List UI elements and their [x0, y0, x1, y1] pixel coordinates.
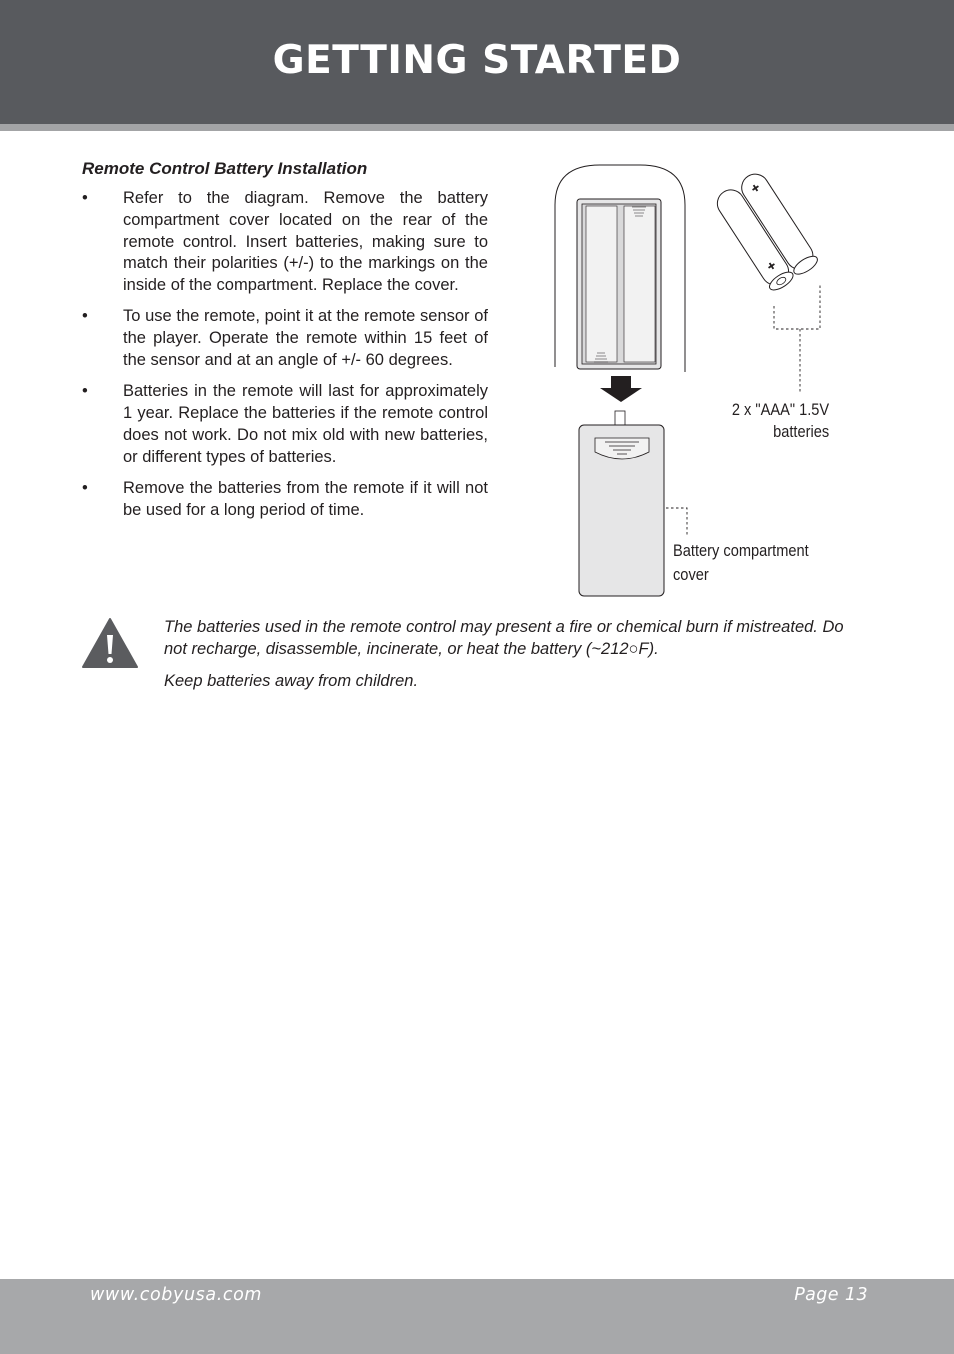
list-item-text: Remove the batteries from the remote if it will not be used for a long period of time. — [123, 479, 488, 519]
battery-installation-diagram — [550, 160, 840, 600]
bullet-marker: • — [82, 479, 88, 498]
list-item — [82, 306, 488, 371]
header-rule — [0, 124, 954, 131]
list-item-text: To use the remote, point it at the remote sensor of the player. Operate the remote within 15 feet of the sensor and at an angle of +/- 60 degrees. — [123, 307, 488, 370]
bullet-marker: • — [82, 382, 88, 401]
cover-leader-line — [666, 508, 687, 537]
list-item-text: Refer to the diagram. Remove the battery compartment cover located on the rear of the remote control. Insert batteries, making sure to match their polarities (+/-) to the markings on the inside of the compartment. Replace the cover. — [123, 189, 488, 295]
bullet-marker: • — [82, 189, 88, 207]
page-title: GETTING STARTED — [272, 38, 682, 83]
warning-text: The batteries used in the remote control may present a fire or chemical burn if mistreated. Do not recharge, disassemble, incinerate, or heat the battery (~212○F). — [164, 618, 844, 658]
batteries-label — [732, 399, 829, 443]
batteries-label-line2: batteries — [773, 422, 830, 441]
instruction-list — [82, 188, 488, 531]
cover-label — [673, 539, 809, 587]
list-item-text: Batteries in the remote will last for approximately 1 year. Replace the batteries if the remote control does not work. Do not mix old with new batteries, or different types of batteries. — [123, 382, 488, 466]
list-item — [82, 381, 488, 468]
list-item — [82, 478, 488, 522]
footer-url[interactable]: www.cobyusa.com — [90, 1285, 263, 1305]
bullet-marker: • — [82, 307, 88, 326]
cover-label-line2: cover — [673, 565, 709, 584]
cover-label-line1: Battery compartment — [673, 541, 809, 560]
batteries-leader-line — [774, 284, 820, 394]
aaa-batteries-icon — [712, 169, 820, 293]
arrow-down-icon — [600, 376, 642, 402]
page-number: Page 13 — [794, 1285, 868, 1305]
list-item — [82, 188, 488, 297]
warning-triangle-icon — [81, 617, 139, 669]
batteries-label-line1: 2 x "AAA" 1.5V — [731, 400, 830, 419]
section-heading: Remote Control Battery Installation — [82, 159, 368, 178]
warning-children-text: Keep batteries away from children. — [164, 672, 419, 690]
